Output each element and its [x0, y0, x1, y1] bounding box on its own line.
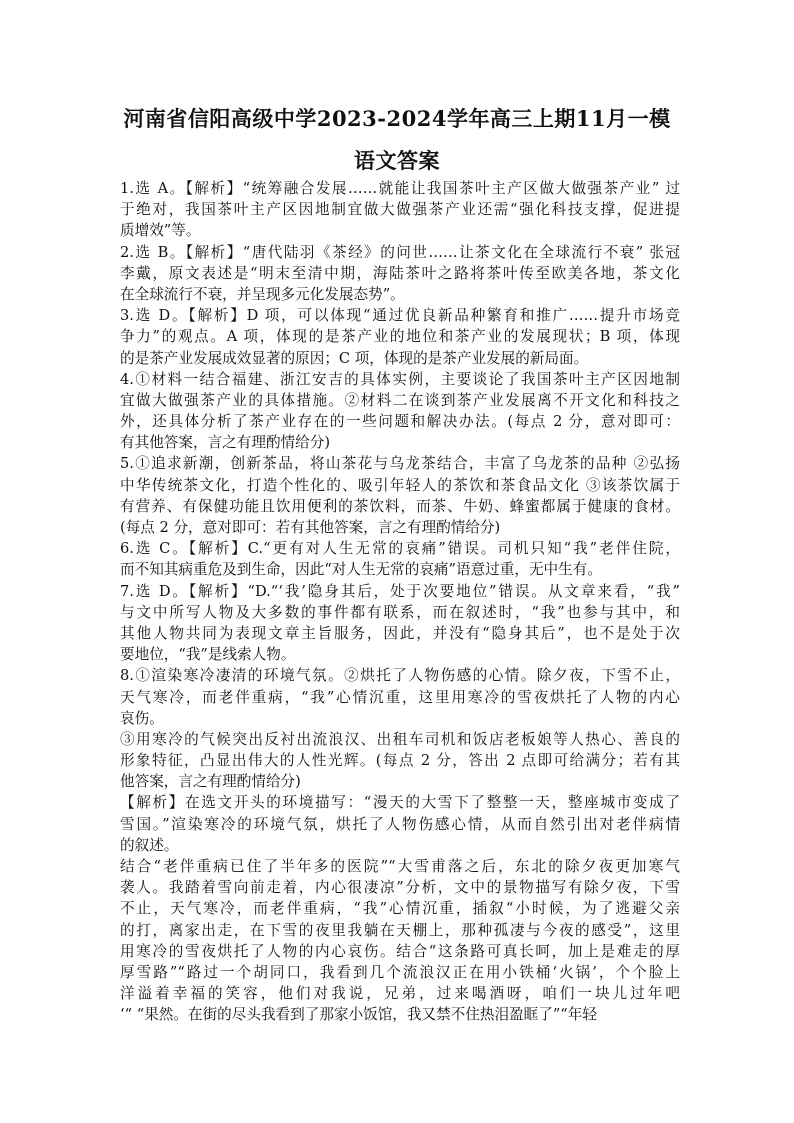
text-line: 宜做大做强茶产业的具体措施。②材料二在谈到茶产业发展离不开文化和科技之: [120, 391, 680, 409]
text-line: 与文中所写人物及大多数的事件都有联系，而在叙述时，“我”也参与其中，和: [120, 603, 680, 621]
text-line: 中华传统茶文化，打造个性化的、吸引年轻人的茶饮和茶食品文化 ③该茶饮属于: [120, 476, 680, 494]
text-line: 袭人。我踏着雪向前走着，内心很凄凉”分析，文中的景物描写有除夕夜，下雪: [120, 879, 680, 897]
text-line: 其他人物共同为表现文章主旨服务，因此，并没有“隐身其后”，也不是处于次: [120, 624, 680, 642]
text-line: 3.选 D。【解析】D 项，可以体现“通过优良新品种繁育和推广……提升市场竞: [120, 307, 680, 325]
text-line: 的叙述。: [120, 836, 179, 854]
text-line: 7.选 D。【解析】“D.“‘我’隐身其后，处于次要地位”错误。从文章来看，“我”: [120, 582, 680, 600]
text-line: ‘“ “果然。在街的尽头我看到了那家小饭馆，我又禁不住热泪盈眶了”“年轻: [120, 1006, 597, 1024]
text-line: 5.①追求新潮，创新茶品，将山茶花与乌龙茶结合，丰富了乌龙茶的品种 ②弘扬: [120, 455, 680, 473]
text-line: 质增效”等。: [120, 222, 201, 240]
text-line: 在全球流行不衰，并呈现多元化发展态势”。: [120, 285, 405, 303]
text-line: 4.①材料一结合福建、浙江安吉的具体实例，主要谈论了我国茶叶主产区因地制: [120, 370, 680, 388]
text-line: 有营养、有保健功能且饮用便利的茶饮料，而茶、牛奶、蜂蜜都属于健康的食材。: [120, 497, 680, 515]
text-line: 他答案，言之有理酌情给分): [120, 773, 301, 791]
text-line: 要地位，“我”是线索人物。: [120, 646, 296, 664]
text-line: ③用寒冷的气候突出反衬出流浪汉、出租车司机和饭店老板娘等人热心、善良的: [120, 730, 680, 748]
document-subtitle: 语文答案: [354, 148, 440, 173]
text-line: 洋溢着幸福的笑容，他们对我说，兄弟，过来喝酒呀，咱们一块儿过年吧: [120, 985, 680, 1003]
text-line: 6.选 C。【解析】C.“更有对人生无常的哀痛”错误。司机只知“我”老伴住院，: [120, 540, 680, 558]
text-line: 用寒冷的雪夜烘托了人物的内心哀伤。结合“这条路可真长呵，加上是难走的厚: [120, 942, 680, 960]
text-line: 不止，天气寒冷，而老伴重病，“我”心情沉重，插叙“小时候，为了逃避父亲: [120, 900, 680, 918]
text-line: 哀伤。: [120, 709, 164, 727]
text-line: 2.选 B。【解析】“唐代陆羽《茶经》的问世……让茶文化在全球流行不衰” 张冠: [120, 243, 680, 261]
answer-body: [120, 178, 680, 1026]
text-line: 争力”的观点。A 项，体现的是茶产业的地位和茶产业的发展现状；B 项，体现: [120, 328, 680, 346]
text-line: 1.选 A。【解析】“统筹融合发展……就能让我国茶叶主产区做大做强茶产业” 过: [120, 180, 680, 197]
text-line: 而不知其病重危及到生命，因此“对人生无常的哀痛”语意过重，无中生有。: [120, 561, 602, 579]
text-line: 外，还具体分析了茶产业存在的一些问题和解决办法。(每点 2 分，意对即可：: [120, 413, 680, 431]
text-line: 的打，离家出走，在下雪的夜里我躺在天棚上，那种孤凄与今夜的感受”，这里: [120, 921, 680, 939]
text-line: 的是茶产业发展成效显著的原因；C 项，体现的是茶产业发展的新局面。: [120, 349, 589, 367]
text-line: 有其他答案，言之有理酌情给分): [120, 434, 331, 452]
document-title: 河南省信阳高级中学2023-2024学年高三上期11月一模: [123, 106, 671, 131]
text-line: 厚雪路”“路过一个胡同口，我看到几个流浪汉正在用小铁桶‘火锅’，个个脸上: [120, 963, 680, 981]
text-line: 结合“老伴重病已住了半年多的医院”“大雪甫落之后，东北的除夕夜更加寒气: [120, 858, 680, 875]
text-line: 李戴，原文表述是“明末至清中期，海陆茶叶之路将茶叶传至欧美各地，茶文化: [120, 264, 680, 282]
text-line: 形象特征，凸显出伟大的人性光辉。(每点 2 分，答出 2 点即可给满分；若有其: [120, 752, 680, 770]
text-line: 于绝对，我国茶叶主产区因地制宜做大做强茶产业还需“强化科技支撑，促进提: [120, 201, 680, 219]
text-line: 天气寒冷，而老伴重病，“我”心情沉重，这里用寒冷的雪夜烘托了人物的内心: [120, 688, 680, 706]
text-line: 【解析】在选文开头的环境描写：“漫天的大雪下了整整一天，整座城市变成了: [120, 794, 680, 812]
text-line: (每点 2 分，意对即可：若有其他答案，言之有理酌情给分): [120, 519, 501, 536]
text-line: 雪国。”渲染寒冷的环境气氛，烘托了人物伤感心情，从而自然引出对老伴病情: [120, 815, 680, 833]
text-line: 8.①渲染寒冷凄清的环境气氛。②烘托了人物伤感的心情。除夕夜，下雪不止，: [120, 667, 680, 685]
